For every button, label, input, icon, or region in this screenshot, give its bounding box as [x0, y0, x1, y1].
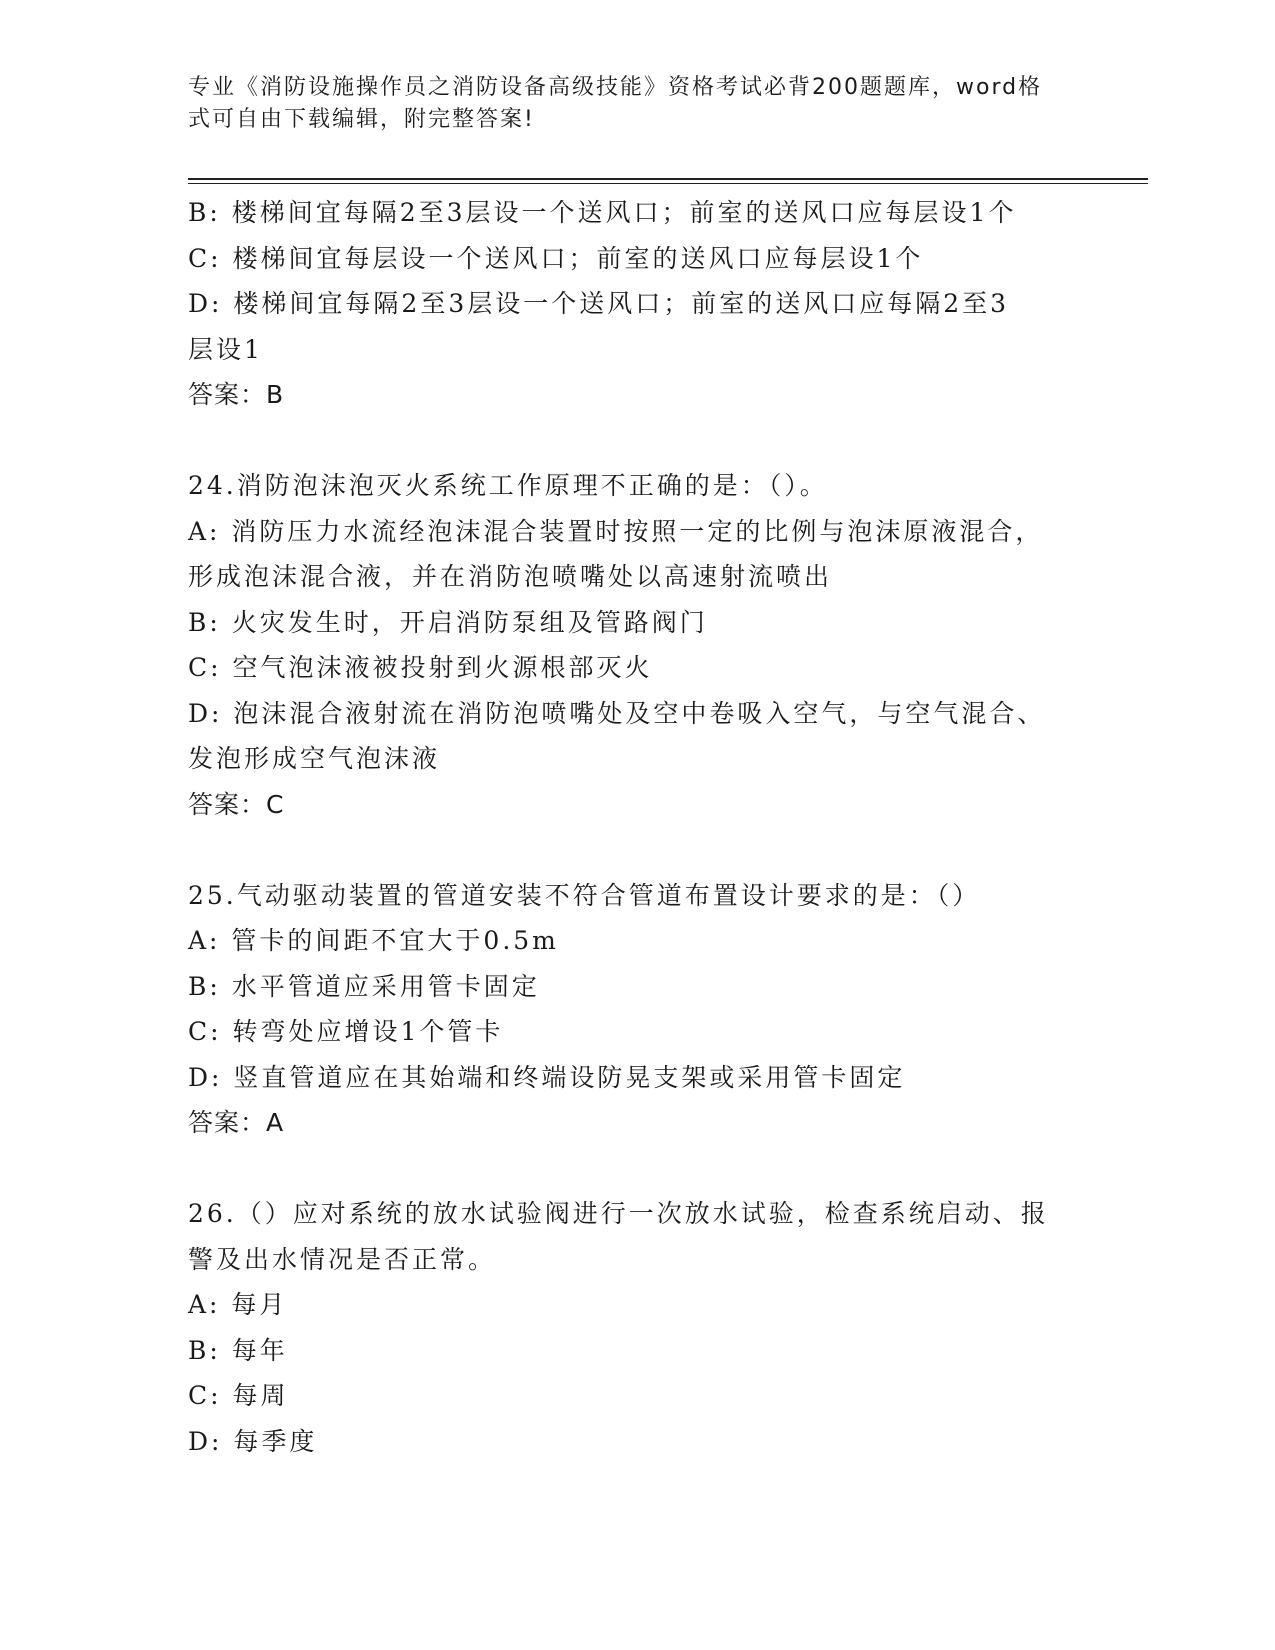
option-c: C: 转弯处应增设1个管卡 [188, 1017, 504, 1046]
answer: 答案：C [188, 789, 285, 819]
question-text: 26.（）应对系统的放水试验阀进行一次放水试验，检查系统启动、报 [188, 1199, 1049, 1228]
option-a: A: 消防压力水流经泡沫混合装置时按照一定的比例与泡沫原液混合， [188, 516, 1044, 546]
option-d: D: 竖直管道应在其始端和终端设防晃支架或采用管卡固定 [188, 1062, 906, 1092]
option-b: B: 楼梯间宜每隔2至3层设一个送风口；前室的送风口应每层设1个 [188, 198, 1017, 227]
header-line-2: 式可自由下载编辑，附完整答案! [188, 107, 535, 132]
option-c: C: 楼梯间宜每层设一个送风口；前室的送风口应每层设1个 [188, 243, 924, 273]
header-line-1: 专业《消防设施操作员之消防设备高级技能》资格考试必背200题题库，word格 [188, 75, 1043, 100]
option-d: D: 楼梯间宜每隔2至3层设一个送风口；前室的送风口应每隔2至3 [188, 289, 1010, 318]
question-23-continued [188, 190, 1088, 418]
option-a: A: 管卡的间距不宜大于0.5m [188, 926, 559, 955]
option-c: C: 每周 [188, 1381, 289, 1410]
option-b: B: 火灾发生时，开启消防泵组及管路阀门 [188, 607, 708, 637]
option-d: D: 泡沫混合液射流在消防泡喷嘴处及空中卷吸入空气，与空气混合、 [188, 698, 1046, 728]
answer: 答案：A [188, 1108, 285, 1137]
question-24 [188, 463, 1088, 827]
option-a: A: 每月 [188, 1290, 288, 1319]
question-text: 25.气动驱动装置的管道安装不符合管道布置设计要求的是：（） [188, 880, 981, 910]
option-a-continued: 形成泡沫混合液，并在消防泡喷嘴处以高速射流喷出 [188, 562, 833, 591]
header-rule-thick [188, 178, 1148, 180]
option-b: B: 水平管道应采用管卡固定 [188, 971, 540, 1001]
question-text-continued: 警及出水情况是否正常。 [188, 1244, 497, 1274]
option-d-continued: 发泡形成空气泡沫液 [188, 744, 441, 773]
option-b: B: 每年 [188, 1335, 288, 1365]
question-list [188, 190, 1088, 1464]
option-d-continued: 层设1 [188, 334, 263, 364]
question-25 [188, 873, 1088, 1146]
option-c: C: 空气泡沫液被投射到火源根部灭火 [188, 653, 653, 682]
document-header [188, 72, 1068, 136]
header-rule-thin [188, 183, 1148, 184]
answer: 答案：B [188, 380, 285, 409]
question-text: 24.消防泡沫泡灭火系统工作原理不正确的是：（）。 [188, 471, 828, 500]
question-26 [188, 1191, 1088, 1464]
option-d: D: 每季度 [188, 1426, 318, 1456]
